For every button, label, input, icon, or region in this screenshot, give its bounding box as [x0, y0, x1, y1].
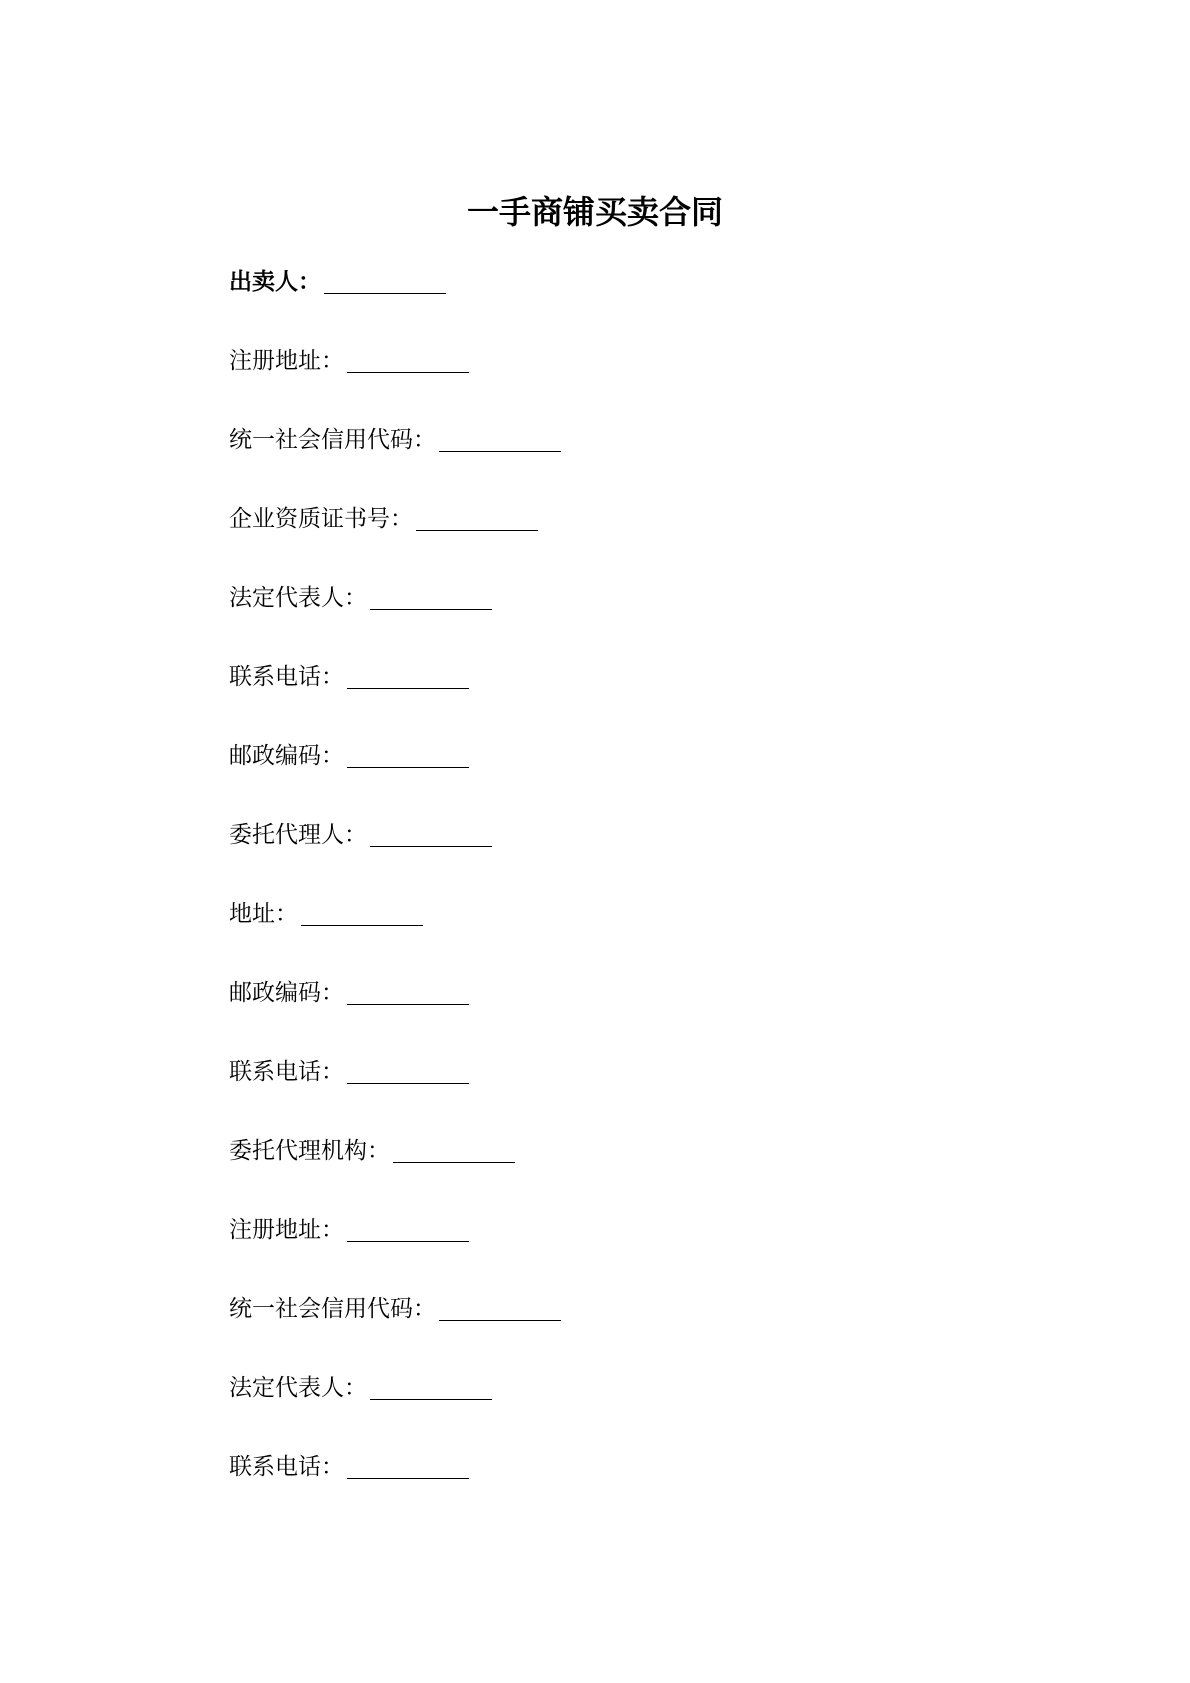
fill-in-blank[interactable] — [370, 1368, 492, 1400]
field-address — [229, 894, 1029, 973]
fill-in-blank[interactable] — [301, 894, 423, 926]
field-label: 统一社会信用代码： — [229, 1296, 436, 1322]
fill-in-blank[interactable] — [347, 1210, 469, 1242]
fill-in-blank[interactable] — [370, 578, 492, 610]
field-label: 注册地址： — [229, 1217, 344, 1243]
field-phone — [229, 657, 1029, 736]
fill-in-blank[interactable] — [347, 736, 469, 768]
field-label: 委托代理人： — [229, 822, 367, 848]
fill-in-blank[interactable] — [347, 657, 469, 689]
fill-in-blank[interactable] — [347, 973, 469, 1005]
field-seller — [229, 262, 1029, 341]
field-registered-address — [229, 341, 1029, 420]
field-label: 联系电话： — [229, 1454, 344, 1480]
field-label: 委托代理机构： — [229, 1138, 390, 1164]
fill-in-blank[interactable] — [439, 420, 561, 452]
field-postal-code — [229, 736, 1029, 815]
field-registered-address — [229, 1210, 1029, 1289]
field-label: 注册地址： — [229, 348, 344, 374]
field-credit-code — [229, 1289, 1029, 1368]
field-label: 企业资质证书号： — [229, 506, 413, 532]
field-agency — [229, 1131, 1029, 1210]
field-label: 邮政编码： — [229, 980, 344, 1006]
field-phone — [229, 1052, 1029, 1131]
field-label: 统一社会信用代码： — [229, 427, 436, 453]
field-label: 地址： — [229, 901, 298, 927]
field-legal-rep — [229, 578, 1029, 657]
fill-in-blank[interactable] — [439, 1289, 561, 1321]
document-title: 一手商铺买卖合同 — [466, 193, 723, 231]
field-credit-code — [229, 420, 1029, 499]
field-label: 邮政编码： — [229, 743, 344, 769]
fill-in-blank[interactable] — [324, 262, 446, 294]
field-qualification-cert — [229, 499, 1029, 578]
field-label: 出卖人： — [229, 269, 321, 295]
field-agent — [229, 815, 1029, 894]
fill-in-blank[interactable] — [347, 1052, 469, 1084]
field-legal-rep — [229, 1368, 1029, 1447]
field-label: 联系电话： — [229, 1059, 344, 1085]
fill-in-blank[interactable] — [347, 341, 469, 373]
fill-in-blank[interactable] — [370, 815, 492, 847]
field-postal-code — [229, 973, 1029, 1052]
field-phone — [229, 1447, 1029, 1526]
fill-in-blank[interactable] — [416, 499, 538, 531]
field-label: 联系电话： — [229, 664, 344, 690]
fill-in-blank[interactable] — [393, 1131, 515, 1163]
fill-in-blank[interactable] — [347, 1447, 469, 1479]
field-label: 法定代表人： — [229, 1375, 367, 1401]
party-info-fields — [229, 262, 1029, 1526]
field-label: 法定代表人： — [229, 585, 367, 611]
